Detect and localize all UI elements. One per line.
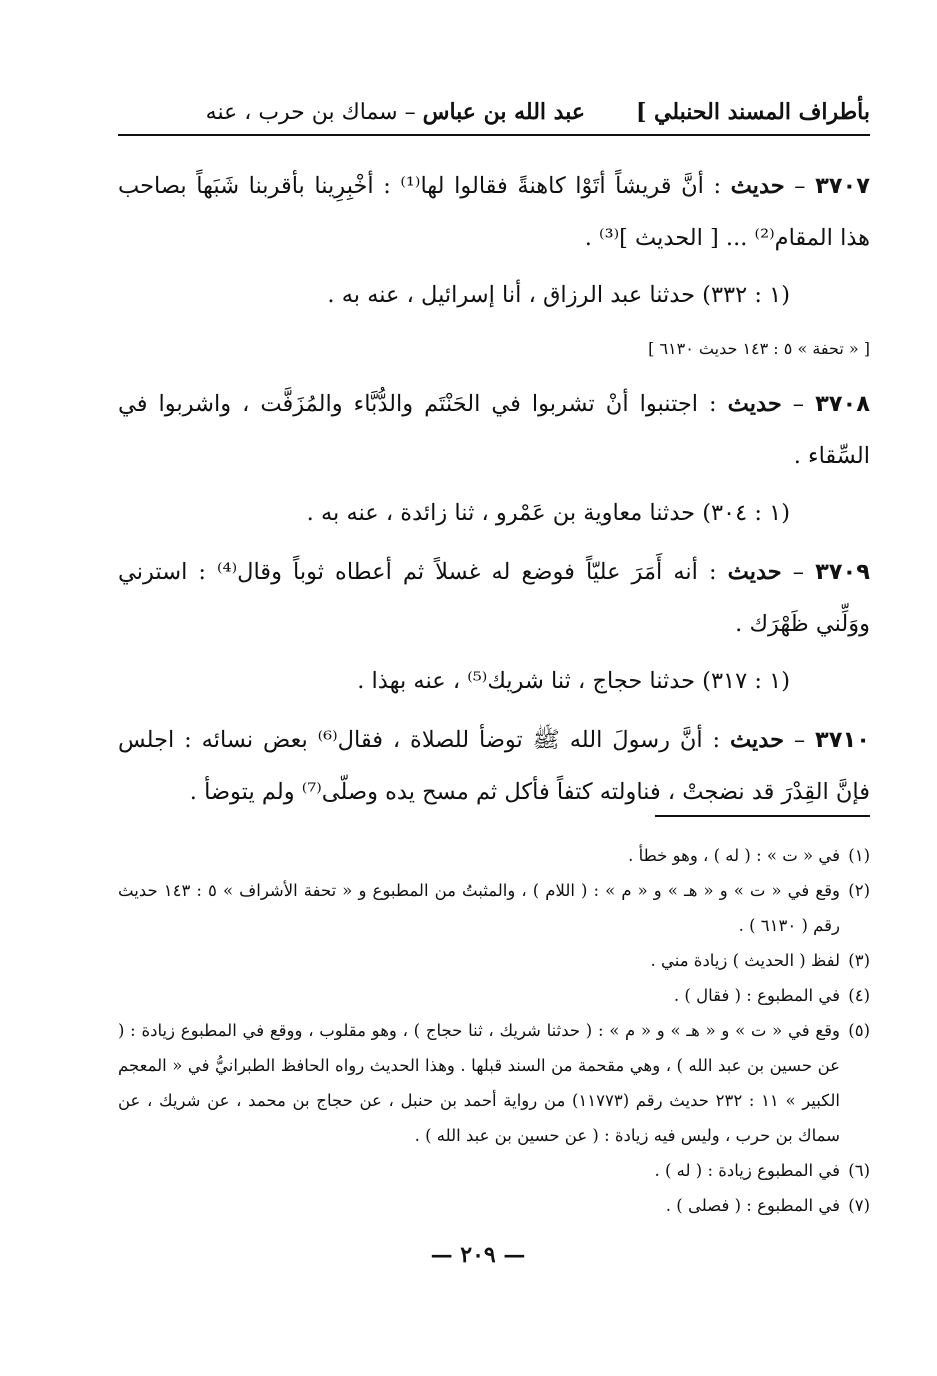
isnad-3707: (١ : ٣٣٢) حدثنا عبد الرزاق ، أنا إسرائيل ، عنه به . xyxy=(327,282,790,308)
footnote-5 xyxy=(118,1013,870,1153)
footnote-label: (٤) xyxy=(848,986,870,1005)
footnote-label: (٣) xyxy=(848,951,870,970)
main-text xyxy=(118,160,870,824)
footnote-3 xyxy=(118,943,870,978)
tuhfa-reference: [ « تحفة » ٥ : ١٤٣ حديث ٦١٣٠ ] xyxy=(648,339,870,358)
footnote-text: وقع في « ت » و « هـ » و « م » : ( اللام ) ، والمثبتُ من المطبوع و « تحفة الأشراف » ٥ : ١٤٣ حديث رقم ( ٦١٣٠ ) . xyxy=(118,881,840,935)
hadith-number: ٣٧٠٨ xyxy=(815,391,870,417)
hadith-number: ٣٧١٠ xyxy=(815,727,870,753)
running-header xyxy=(118,92,870,132)
hadith-3709: ٣٧٠٩ – حديث : أنه أَمَرَ عليّاً فوضع له غسلاً ثم أعطاه ثوباً وقال⁽⁴⁾ : استرني ووَلِّني ظَهْرَك . xyxy=(118,559,870,637)
footnote-label: (٢) xyxy=(848,881,870,900)
hadith-text: أنَّ قريشاً أتَوْا كاهنةً فقالوا لها⁽¹⁾ : أخْبِرِينا بأقربنا شَبَهاً بصاحب هذا المقام⁽²⁾ ... [ الحديث ]⁽³⁾ . xyxy=(118,173,870,251)
footnote-6 xyxy=(118,1153,870,1188)
footnotes xyxy=(118,838,870,1223)
hadith-3710: ٣٧١٠ – حديث : أنَّ رسولَ الله ﷺ توضأ للصلاة ، فقال⁽⁶⁾ بعض نسائه : اجلس فإنَّ القِدْرَ قد نضجتْ ، فناولته كتفاً فأكل ثم مسح يده وصلّى⁽⁷⁾ ولم يتوضأ . xyxy=(118,727,870,805)
hadith-text: اجتنبوا أنْ تشربوا في الحَنْتَم والدُّبَّاء والمُزَفَّت ، واشربوا في السِّقاء . xyxy=(118,391,870,469)
footnote-text: في المطبوع : ( فقال ) . xyxy=(673,986,840,1005)
isnad-3709: (١ : ٣١٧) حدثنا حجاج ، ثنا شريك⁽⁵⁾ ، عنه بهذا . xyxy=(357,668,790,694)
footnote-label: (١) xyxy=(848,846,870,865)
hadith-keyword: حديث xyxy=(730,173,785,199)
hadith-3707: ٣٧٠٧ – حديث : أنَّ قريشاً أتَوْا كاهنةً فقالوا لها⁽¹⁾ : أخْبِرِينا بأقربنا شَبَهاً بصاحب هذا المقام⁽²⁾ ... [ الحديث ]⁽³⁾ . xyxy=(118,173,870,251)
hadith-text: أنه أَمَرَ عليّاً فوضع له غسلاً ثم أعطاه ثوباً وقال⁽⁴⁾ : استرني ووَلِّني ظَهْرَك . xyxy=(118,559,870,637)
footnote-4 xyxy=(118,978,870,1013)
footnote-2 xyxy=(118,873,870,943)
header-chapter-sub: – سماك بن حرب ، عنه xyxy=(205,100,416,125)
hadith-text: أنَّ رسولَ الله ﷺ توضأ للصلاة ، فقال⁽⁶⁾ بعض نسائه : اجلس فإنَّ القِدْرَ قد نضجتْ ، فناولته كتفاً فأكل ثم مسح يده وصلّى⁽⁷⁾ ولم يتوضأ . xyxy=(118,727,870,805)
hadith-number: ٣٧٠٩ xyxy=(815,559,870,585)
hadith-number: ٣٧٠٧ xyxy=(815,173,870,199)
page-number: — ٢٠٩ — xyxy=(430,1242,526,1268)
footnote-text: وقع في « ت » و « هـ » و « م » : ( حدثنا شريك ، ثنا حجاج ) ، وهو مقلوب ، ووقع في المطبوع زيادة : ( عن حسين بن عبد الله ) ، وهي مقحمة من السند قبلها . وهذا الحديث رواه الحافظ الطبرانيُّ في « المعجم الكبير » ١١ : ٢٣٢ حديث رقم (١١٧٧٣) من رواية أحمد بن حنبل ، عن حجاج بن محمد ، عن شريك ، عن سماك بن حرب ، وليس فيه زيادة : ( عن حسين بن عبد الله ) . xyxy=(118,1021,840,1145)
footnote-text: في المطبوع زيادة : ( له ) . xyxy=(654,1161,840,1180)
hadith-3708: ٣٧٠٨ – حديث : اجتنبوا أنْ تشربوا في الحَنْتَم والدُّبَّاء والمُزَفَّت ، واشربوا في السِّقاء . xyxy=(118,391,870,469)
hadith-keyword: حديث xyxy=(729,727,785,753)
header-book-title: بأطراف المسند الحنبلي ] xyxy=(635,99,870,125)
hadith-keyword: حديث xyxy=(727,559,782,585)
footnote-label: (٧) xyxy=(848,1196,870,1215)
footnote-label: (٥) xyxy=(848,1021,870,1040)
footnote-text: لفظ ( الحديث ) زيادة مني . xyxy=(650,951,840,970)
footnote-label: (٦) xyxy=(848,1161,870,1180)
footnote-text: في المطبوع : ( فصلى ) . xyxy=(665,1196,840,1215)
header-chapter xyxy=(206,92,585,133)
footnote-text: في « ت » : ( له ) ، وهو خطأ . xyxy=(628,846,840,865)
footnote-1 xyxy=(118,838,870,873)
header-rule xyxy=(118,134,870,136)
hadith-keyword: حديث xyxy=(727,391,782,417)
footnote-7 xyxy=(118,1188,870,1223)
isnad-3708: (١ : ٣٠٤) حدثنا معاوية بن عَمْرو ، ثنا زائدة ، عنه به . xyxy=(306,500,790,526)
header-chapter-name: عبد الله بن عباس xyxy=(422,99,585,125)
footnote-separator xyxy=(655,815,870,817)
